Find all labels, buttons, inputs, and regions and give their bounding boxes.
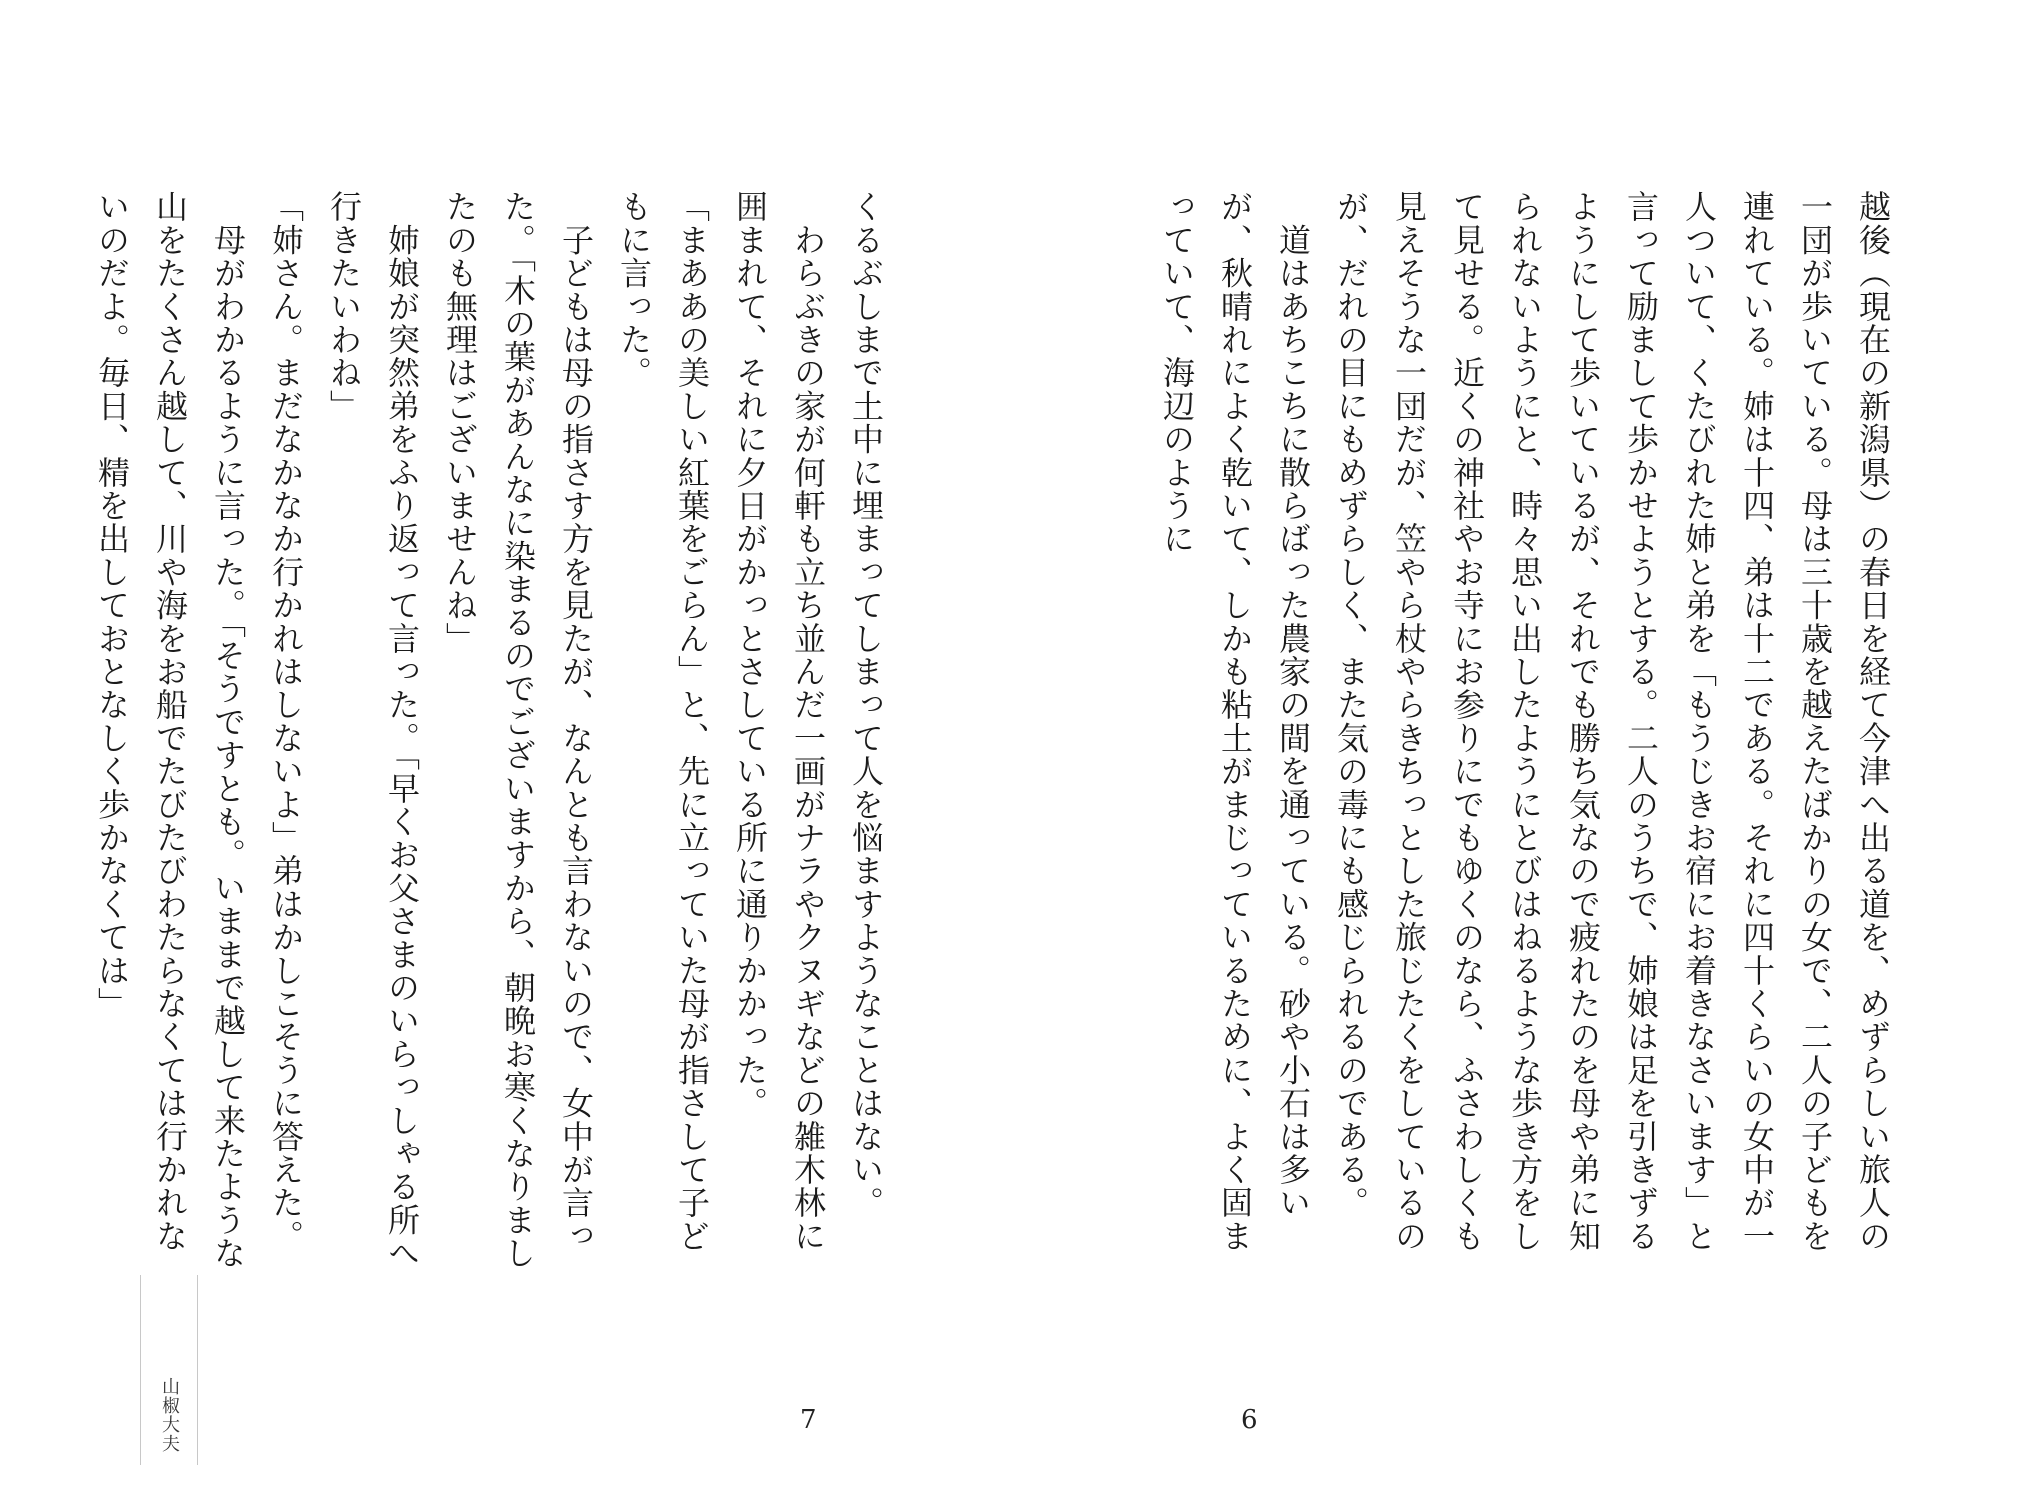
page-body-text: 越後（現在の新潟県）の春日を経て今津へ出る道を、めずらしい旅人の一団が歩いている。母は三十歳を越えたばかりの女で、二人の子どもを連れている。姉は十四、弟は十二である。それに四十くらいの女中が一人ついて、くたびれた姉と弟を「もうじきお宿にお着きなさいます」と言って励まして歩かせようとする。二人のうちで、姉娘は足を引きずるようにして歩いているが、それでも勝ち気なので疲れたのを母や弟に知られないようにと、時々思い出したようにとびはねるような歩き方をして見せる。近くの神社やお寺にお参りにでもゆくのなら、ふさわしくも見えそうな一団だが、笠やら杖やらきちっとした旅じたくをしているのが、だれの目にもめずらしく、また気の毒にも感じられるのである。 道はあちこちに散らばった農家の間を通っている。砂や小石は多いが、秋晴れによく乾いて、しかも粘土がまじっているために、よく固まっていて、海辺のように xyxy=(1158,190,1892,1253)
page-right xyxy=(1021,0,2042,1500)
page-number: 7 xyxy=(800,1405,817,1435)
running-head xyxy=(140,1275,198,1465)
running-head-title: 山椒大夫 xyxy=(159,1377,180,1453)
page-number: 6 xyxy=(1241,1405,1258,1435)
page-body-text: くるぶしまで土中に埋まってしまって人を悩ますようなことはない。 わらぶきの家が何軒も立ち並んだ一画がナラやクヌギなどの雑木林に囲まれて、それに夕日がかっとさしている所に通りかかった。 「まああの美しい紅葉をごらん」と、先に立っていた母が指さして子どもに言った。 子どもは母の指さす方を見たが、なんとも言わないので、女中が言った。「木の葉があんなに染まるのでございますから、朝晩お寒くなりましたのも無理はございませんね」 姉娘が突然弟をふり返って言った。「早くお父さまのいらっしゃる所へ行きたいわね」 「姉さん。まだなかなか行かれはしないよ」弟はかしこそうに答えた。 母がわかるように言った。「そうですとも。いままで越して来たような山をたくさん越して、川や海をお船でたびたびわたらなくては行かれないのだよ。毎日、精を出しておとなしく歩かなくては」 xyxy=(93,190,885,1270)
